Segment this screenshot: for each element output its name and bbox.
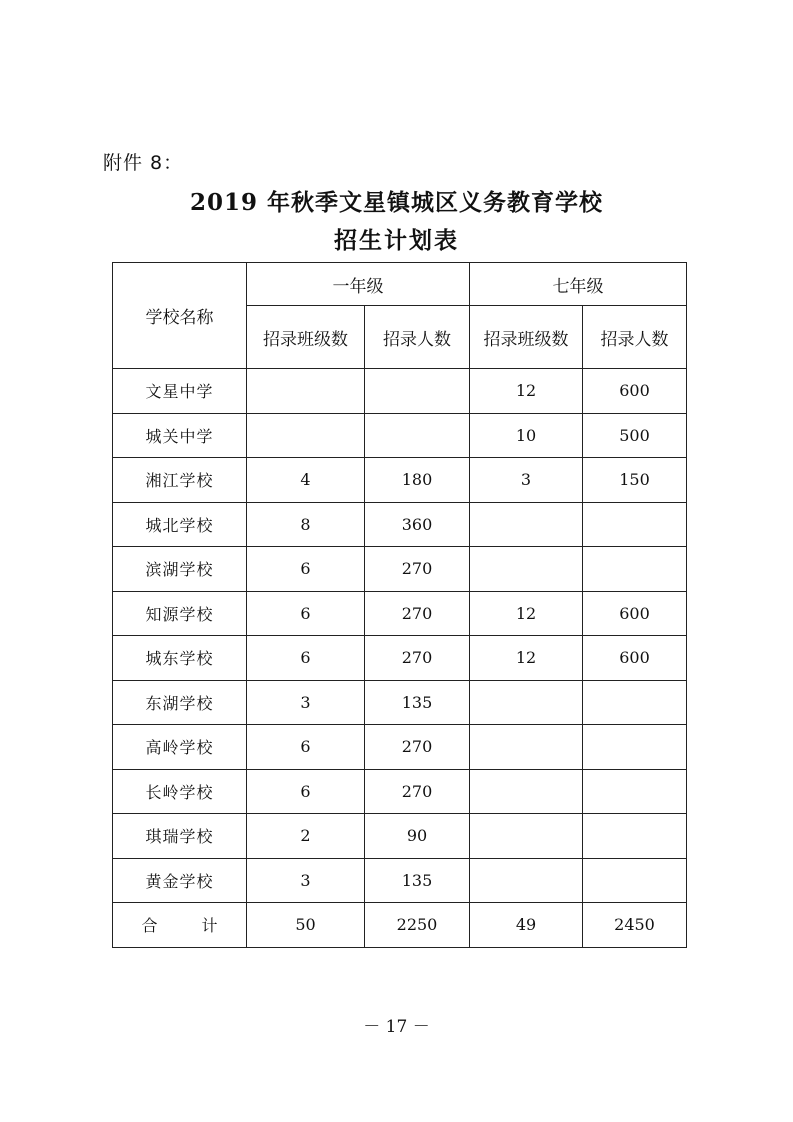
grade1-classes: 6 [247, 769, 365, 814]
grade1-students: 270 [365, 725, 470, 770]
total-grade7-students: 2450 [583, 903, 687, 948]
grade1-students: 270 [365, 591, 470, 636]
document-title: 2019 年秋季文星镇城区义务教育学校 [189, 189, 604, 216]
table-row [113, 858, 687, 903]
grade7-classes: 10 [470, 413, 583, 458]
grade1-classes: 6 [247, 636, 365, 681]
total-row [113, 903, 687, 948]
grade1-students: 270 [365, 636, 470, 681]
school-name: 黄金学校 [113, 858, 247, 903]
grade1-classes: 3 [247, 858, 365, 903]
total-grade1-classes: 50 [247, 903, 365, 948]
table-row [113, 458, 687, 503]
grade1-classes [247, 413, 365, 458]
grade7-students [583, 547, 687, 592]
grade7-classes [470, 858, 583, 903]
table-row [113, 769, 687, 814]
total-label-part2: 计 [201, 916, 218, 936]
table-row [113, 547, 687, 592]
table-row [113, 680, 687, 725]
table-header-row [113, 263, 687, 306]
grade1-header: 一年级 [247, 263, 470, 306]
grade1-classes-header: 招录班级数 [247, 306, 365, 369]
grade1-classes: 4 [247, 458, 365, 503]
grade1-students [365, 413, 470, 458]
grade7-students: 500 [583, 413, 687, 458]
table-row [113, 502, 687, 547]
grade7-students [583, 680, 687, 725]
table-row [113, 814, 687, 859]
grade7-classes-header: 招录班级数 [470, 306, 583, 369]
grade7-classes [470, 769, 583, 814]
grade7-classes: 3 [470, 458, 583, 503]
grade7-students: 600 [583, 591, 687, 636]
grade7-classes: 12 [470, 591, 583, 636]
table-row [113, 413, 687, 458]
school-name: 东湖学校 [113, 680, 247, 725]
grade7-students [583, 725, 687, 770]
grade7-students [583, 502, 687, 547]
grade7-classes [470, 680, 583, 725]
school-name: 知源学校 [113, 591, 247, 636]
document-subtitle: 招生计划表 [334, 227, 459, 254]
grade7-classes [470, 814, 583, 859]
school-name: 城东学校 [113, 636, 247, 681]
grade1-classes: 3 [247, 680, 365, 725]
grade7-classes: 12 [470, 636, 583, 681]
grade7-classes [470, 725, 583, 770]
school-name: 高岭学校 [113, 725, 247, 770]
table-row [113, 636, 687, 681]
page-number: － 17 － [363, 1017, 430, 1037]
grade7-students: 600 [583, 369, 687, 414]
grade1-students [365, 369, 470, 414]
grade1-students-header: 招录人数 [365, 306, 470, 369]
grade1-classes: 6 [247, 725, 365, 770]
school-name: 城北学校 [113, 502, 247, 547]
grade1-students: 135 [365, 858, 470, 903]
total-grade1-students: 2250 [365, 903, 470, 948]
total-grade7-classes: 49 [470, 903, 583, 948]
grade7-classes [470, 502, 583, 547]
total-label-part1: 合 [141, 916, 158, 936]
grade1-students: 180 [365, 458, 470, 503]
attachment-label: 附件 8： [103, 152, 184, 174]
grade7-students-header: 招录人数 [583, 306, 687, 369]
grade1-students: 270 [365, 769, 470, 814]
grade1-classes: 6 [247, 591, 365, 636]
enrollment-plan-table [112, 262, 687, 948]
grade1-classes: 2 [247, 814, 365, 859]
grade1-classes [247, 369, 365, 414]
school-name: 滨湖学校 [113, 547, 247, 592]
grade1-classes: 8 [247, 502, 365, 547]
table-row [113, 725, 687, 770]
grade1-classes: 6 [247, 547, 365, 592]
school-name: 湘江学校 [113, 458, 247, 503]
grade1-students: 135 [365, 680, 470, 725]
grade1-students: 90 [365, 814, 470, 859]
school-name-header: 学校名称 [113, 263, 247, 369]
school-name: 城关中学 [113, 413, 247, 458]
grade7-students [583, 814, 687, 859]
grade7-header: 七年级 [470, 263, 687, 306]
grade7-students [583, 769, 687, 814]
grade1-students: 360 [365, 502, 470, 547]
grade7-classes [470, 547, 583, 592]
grade7-students [583, 858, 687, 903]
grade7-classes: 12 [470, 369, 583, 414]
school-name: 琪瑞学校 [113, 814, 247, 859]
total-label [113, 903, 247, 948]
school-name: 文星中学 [113, 369, 247, 414]
grade1-students: 270 [365, 547, 470, 592]
grade7-students: 600 [583, 636, 687, 681]
table-row [113, 591, 687, 636]
grade7-students: 150 [583, 458, 687, 503]
school-name: 长岭学校 [113, 769, 247, 814]
table-row [113, 369, 687, 414]
